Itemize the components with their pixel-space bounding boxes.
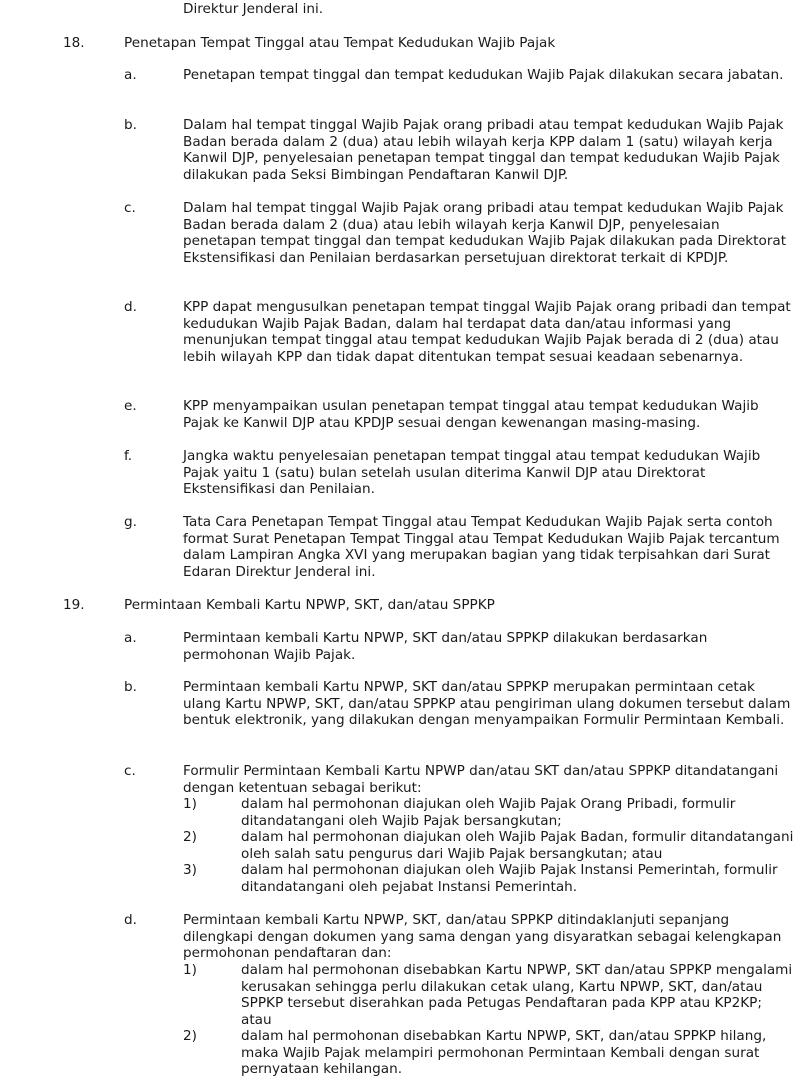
item-text: Jangka waktu penyelesaian penetapan tempat tinggal atau tempat kedudukan Wajib Pajak yaitu 1 (satu) bulan setelah usulan diterima Kanwil DJP atau Direktorat Ekstensifikasi dan Penilaian.: [183, 448, 761, 498]
item-text: Permintaan kembali Kartu NPWP, SKT dan/atau SPPKP dilakukan berdasarkan permohonan Wajib Pajak.: [183, 630, 708, 663]
subitem-number: 3): [183, 862, 197, 878]
item-letter: f.: [124, 448, 133, 464]
item-text: Formulir Permintaan Kembali Kartu NPWP dan/atau SKT dan/atau SPPKP ditandatangani dengan ketentuan sebagai berikut:: [183, 763, 779, 796]
item-letter: c.: [124, 763, 136, 779]
subitem-text: dalam hal permohonan diajukan oleh Wajib Pajak Badan, formulir ditandatangani oleh salah satu pengurus dari Wajib Pajak bersangkutan; atau: [241, 829, 794, 862]
item-letter: d.: [124, 912, 137, 928]
item-text: KPP dapat mengusulkan penetapan tempat tinggal Wajib Pajak orang pribadi dan tempat kedudukan Wajib Pajak Badan, dalam hal terdapat data dan/atau informasi yang menunjukan tempat tinggal atau tempat kedudukan Wajib Pajak berada di 2 (dua) atau lebih wilayah KPP dan tidak dapat ditentukan tempat sesuai keadaan sebenarnya.: [183, 299, 791, 365]
item-letter: e.: [124, 398, 137, 414]
item-letter: c.: [124, 200, 136, 216]
subitem-number: 2): [183, 1028, 197, 1044]
subitem-number: 1): [183, 796, 197, 812]
subitem-text: dalam hal permohonan diajukan oleh Wajib Pajak Instansi Pemerintah, formulir ditandatangani oleh pejabat Instansi Pemerintah.: [241, 862, 778, 895]
section-number: 18.: [63, 35, 85, 51]
item-text: Tata Cara Penetapan Tempat Tinggal atau Tempat Kedudukan Wajib Pajak serta contoh format Surat Penetapan Tempat Tinggal atau Tempat Kedudukan Wajib Pajak tercantum dalam Lampiran Angka XVI yang merupakan bagian yang tidak terpisahkan dari Surat Edaran Direktur Jenderal ini.: [183, 514, 780, 580]
item-text: Penetapan tempat tinggal dan tempat kedudukan Wajib Pajak dilakukan secara jabatan.: [183, 67, 784, 83]
section-title: Penetapan Tempat Tinggal atau Tempat Kedudukan Wajib Pajak: [124, 35, 556, 51]
section-title: Permintaan Kembali Kartu NPWP, SKT, dan/atau SPPKP: [124, 597, 495, 613]
item-text: Permintaan kembali Kartu NPWP, SKT dan/atau SPPKP merupakan permintaan cetak ulang Kartu NPWP, SKT, dan/atau SPPKP atau pengiriman ulang dokumen tersebut dalam bentuk elektronik, yang dilakukan dengan menyampaikan Formulir Permintaan Kembali.: [183, 679, 791, 729]
subitem-number: 2): [183, 829, 197, 845]
subitem-text: dalam hal permohonan disebabkan Kartu NPWP, SKT dan/atau SPPKP mengalami kerusakan sehingga perlu dilakukan cetak ulang, Kartu NPWP, SKT, dan/atau SPPKP tersebut diserahkan pada Petugas Pendaftaran pada KPP atau KP2KP; atau: [241, 962, 793, 1028]
subitem-text: dalam hal permohonan diajukan oleh Wajib Pajak Orang Pribadi, formulir ditandatangani oleh Wajib Pajak bersangkutan;: [241, 796, 736, 829]
item-letter: a.: [124, 630, 137, 646]
item-text: Dalam hal tempat tinggal Wajib Pajak orang pribadi atau tempat kedudukan Wajib Pajak Badan berada dalam 2 (dua) atau lebih wilayah kerja Kanwil DJP, penyelesaian penetapan tempat tinggal dan tempat kedudukan Wajib Pajak dilakukan pada Direktorat Ekstensifikasi dan Penilaian berdasarkan persetujuan direktorat terkait di KPDJP.: [183, 200, 787, 266]
section-number: 19.: [63, 597, 85, 613]
item-letter: d.: [124, 299, 137, 315]
item-letter: a.: [124, 67, 137, 83]
item-letter: b.: [124, 679, 137, 695]
item-letter: g.: [124, 514, 137, 530]
subitem-text: dalam hal permohonan disebabkan Kartu NPWP, SKT, dan/atau SPPKP hilang, maka Wajib Pajak melampiri permohonan Permintaan Kembali dengan surat pernyataan kehilangan.: [241, 1028, 767, 1078]
subitem-number: 1): [183, 962, 197, 978]
item-text: KPP menyampaikan usulan penetapan tempat tinggal atau tempat kedudukan Wajib Pajak ke Kanwil DJP atau KPDJP sesuai dengan kewenangan masing-masing.: [183, 398, 759, 431]
item-text: Dalam hal tempat tinggal Wajib Pajak orang pribadi atau tempat kedudukan Wajib Pajak Badan berada dalam 2 (dua) atau lebih wilayah kerja KPP dalam 1 (satu) wilayah kerja Kanwil DJP, penyelesaian penetapan tempat tinggal dan tempat kedudukan Wajib Pajak dilakukan pada Seksi Bimbingan Pendaftaran Kanwil DJP.: [183, 117, 784, 183]
continuation-line: Direktur Jenderal ini.: [183, 1, 324, 17]
item-letter: b.: [124, 117, 137, 133]
item-text: Permintaan kembali Kartu NPWP, SKT, dan/atau SPPKP ditindaklanjuti sepanjang dilengkapi dengan dokumen yang sama dengan yang disyaratkan sebagai kelengkapan permohonan pendaftaran dan:: [183, 912, 782, 962]
